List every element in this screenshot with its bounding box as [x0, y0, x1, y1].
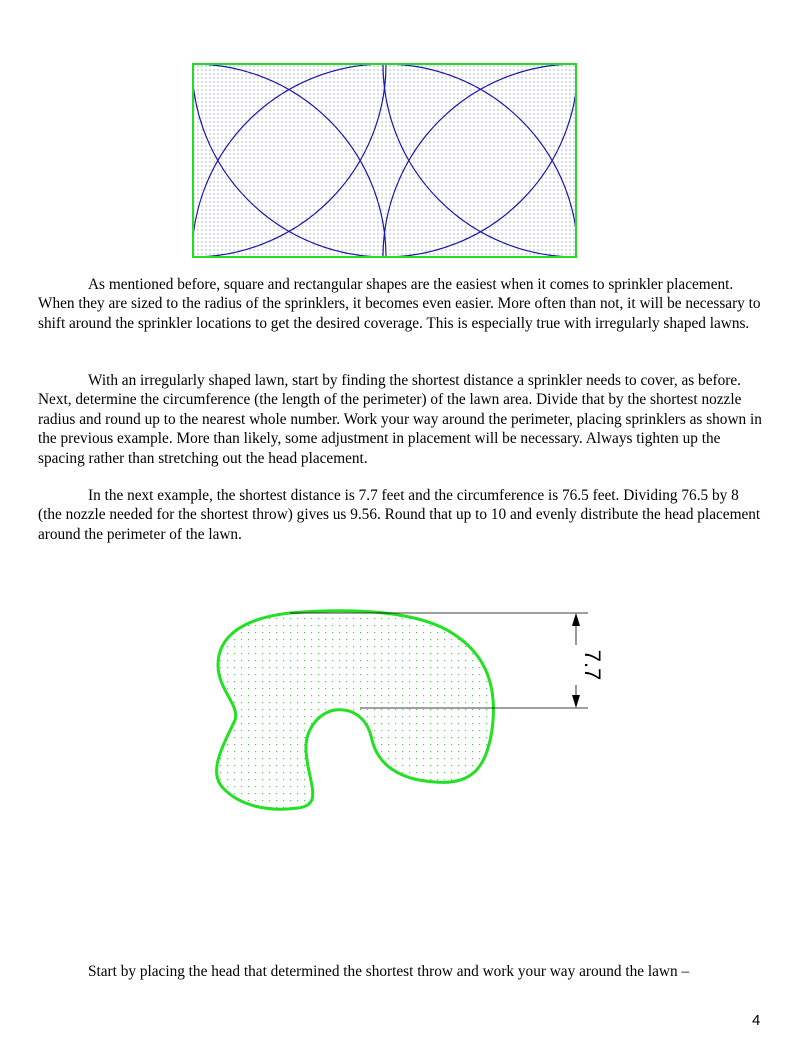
rectangle-coverage-diagram — [0, 0, 800, 270]
paragraph-irregular-lawn: With an irregularly shaped lawn, start by finding the shortest distance a sprinkler needs to cover, as before. Next, determine the circumference (the length of the perimeter) of the lawn area. Divide that by the shortest nozzle radius and round up to the nearest whole number. Work your way around the perimeter, placing sprinklers as shown in the previous example. More than likely, some adjustment in placement will be necessary. Always tighten up the spacing rather than stretching out the head placement. — [38, 372, 762, 467]
paragraph-rectangular-shapes: As mentioned before, square and rectangular shapes are the easiest when it comes to sprinkler placement. When they are sized to the radius of the sprinklers, it becomes even easier. More often than not, it will be necessary to shift around the sprinkler locations to get the desired coverage. This is especially true with irregularly shaped lawns. — [38, 276, 761, 332]
paragraph-example: In the next example, the shortest distance is 7.7 feet and the circumference is 76.5 feet. Dividing 76.5 by 8 (the nozzle needed for the shortest throw) gives us 9.56. Round that up to 10 and evenly distribute the head placement around the perimeter of the lawn. — [38, 487, 761, 543]
dimension-arrow-up-icon — [572, 613, 580, 626]
paragraph-start-placing: Start by placing the head that determined the shortest throw and work your way around the lawn – — [88, 963, 690, 980]
dimension-label: 7.7 — [580, 649, 605, 681]
rect-lawn-fill — [193, 64, 576, 257]
irregular-lawn-shape — [217, 611, 494, 809]
page-number: 4 — [752, 1012, 761, 1029]
irregular-lawn-diagram — [0, 580, 800, 900]
dimension-arrow-down-icon — [572, 695, 580, 708]
